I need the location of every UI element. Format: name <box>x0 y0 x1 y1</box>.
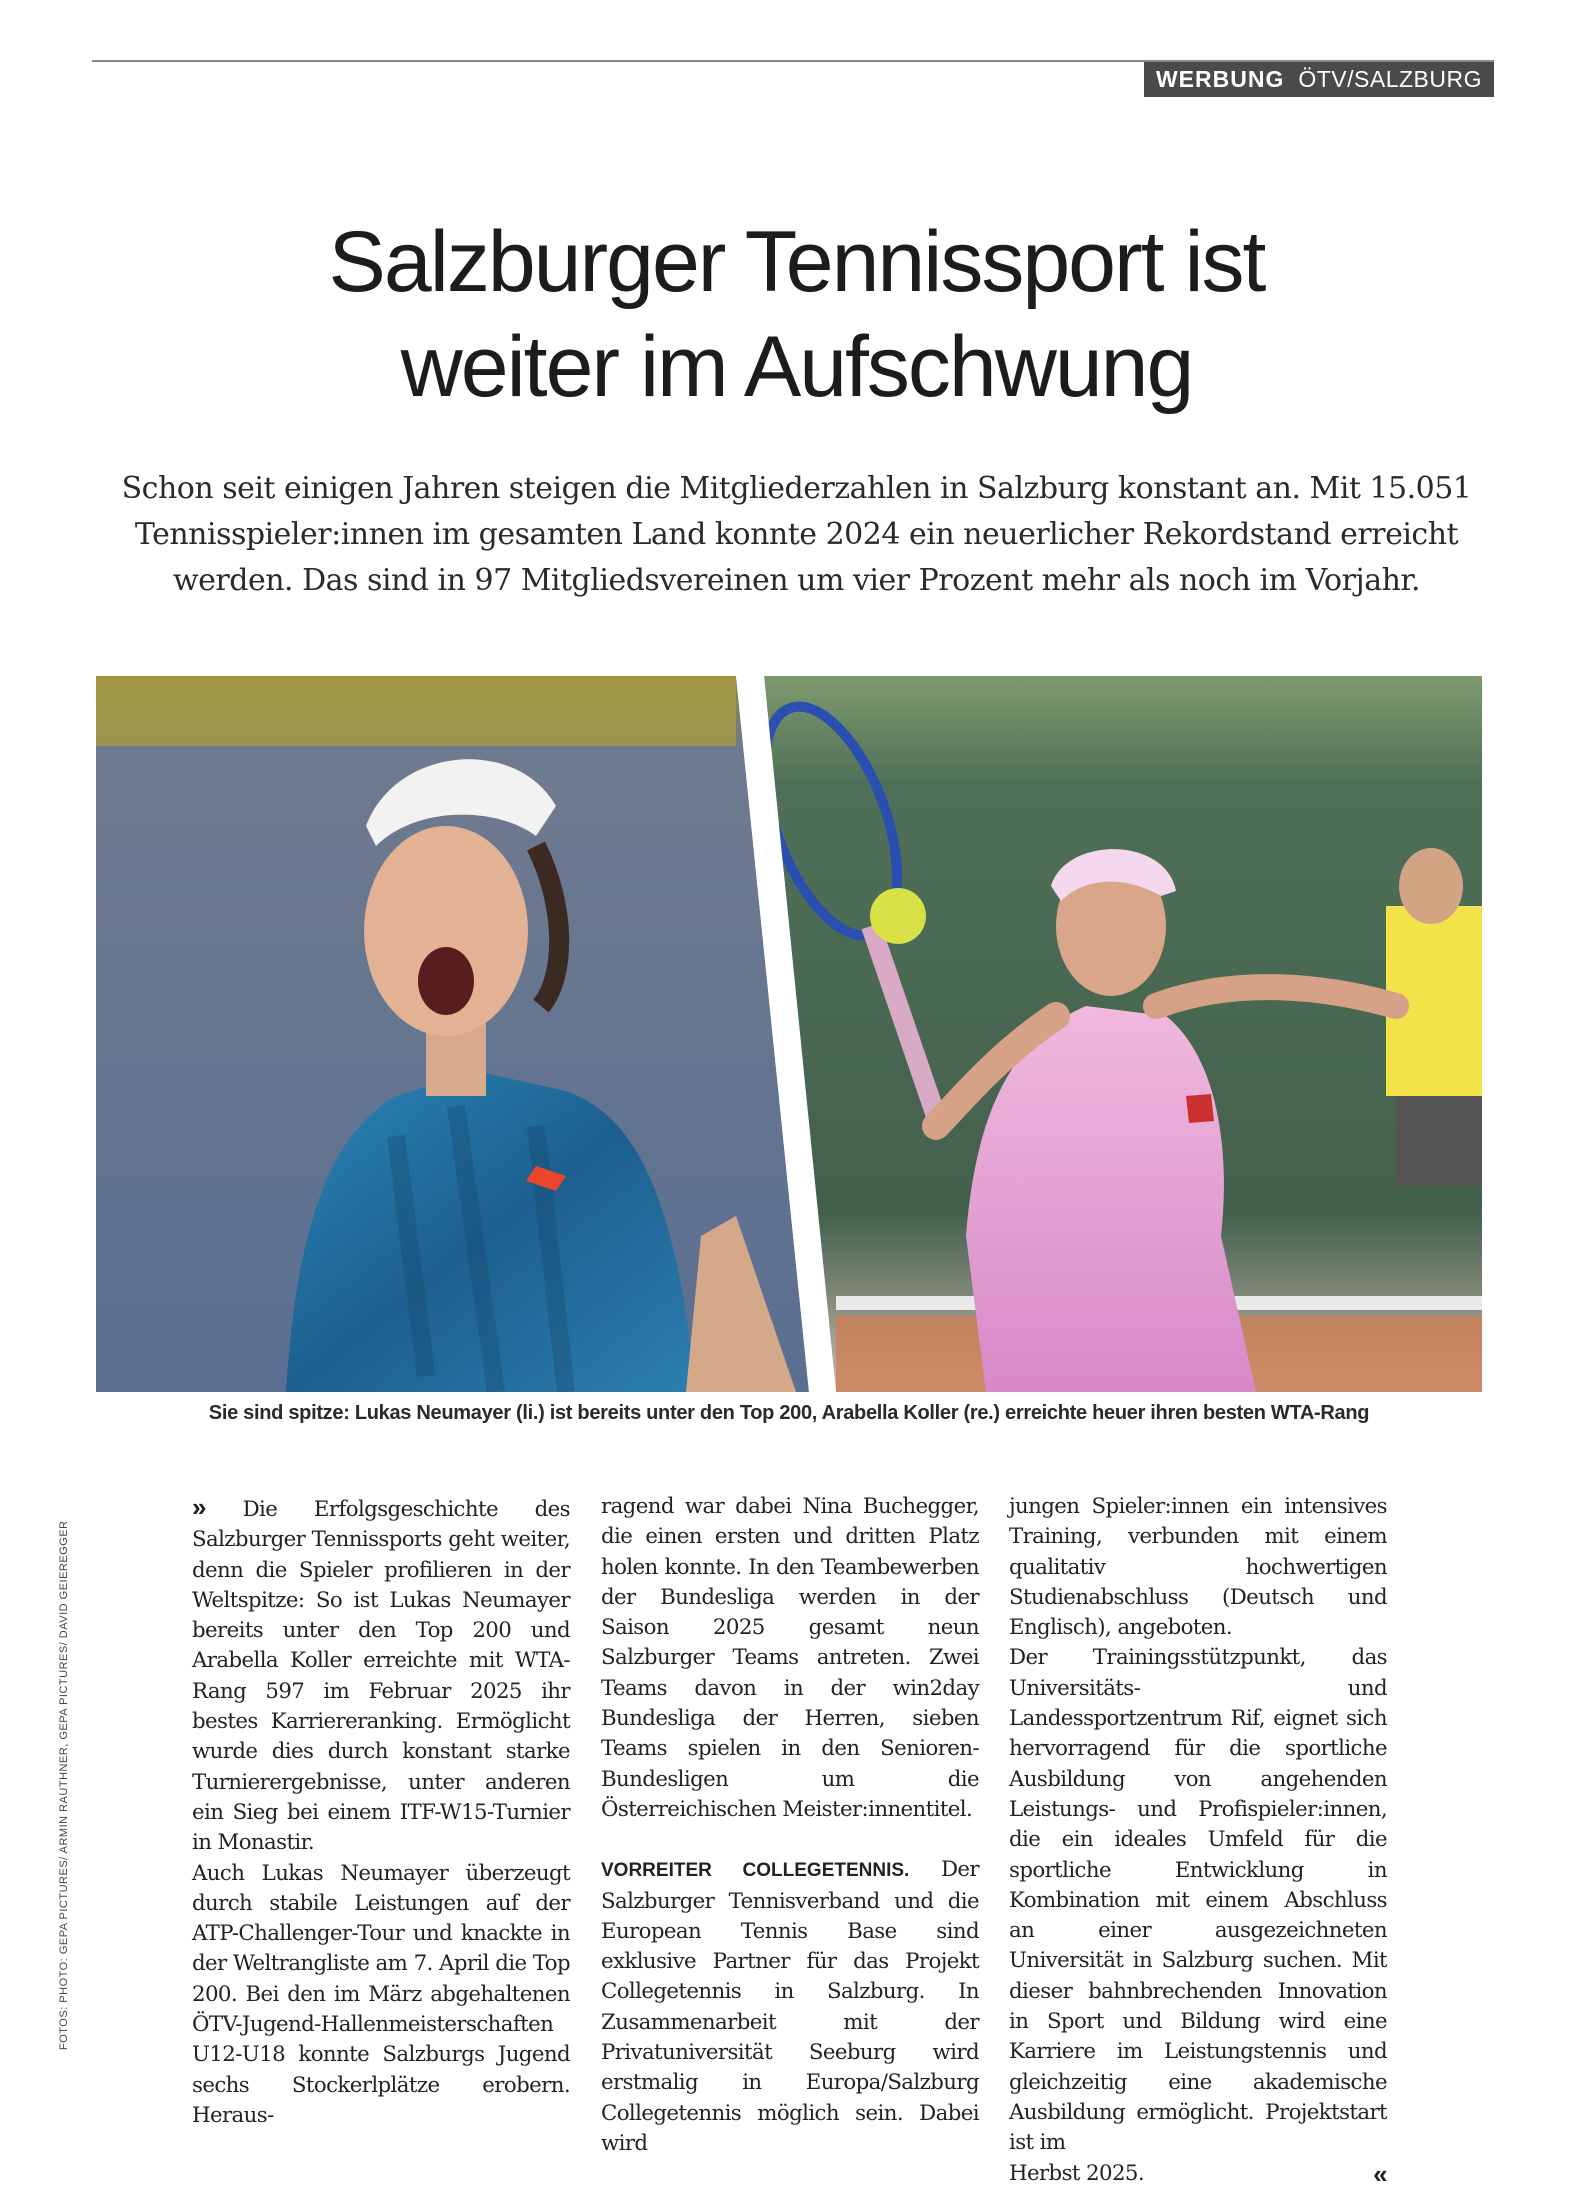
section-tag <box>1144 62 1494 97</box>
article-text-1: Die Erfolgsgeschichte des Salzburger Tennissports geht weiter, denn die Spieler profilieren in der Weltspitze: So ist Lukas Neumayer bereits unter den Top 200 und Arabella Koller erreichte mit WTA-Rang 597 im Februar 2025 ihr bestes Karriereranking. Ermöglicht wurde dies durch konstant starke Turnierergebnisse, unter anderen ein Sieg bei einem ITF-W15-Turnier in Monastir. <box>192 1497 570 1856</box>
tag-section: ÖTV/SALZBURG <box>1298 66 1482 92</box>
article-paragraph-3 <box>601 1855 979 2159</box>
article-column-3 <box>1009 1492 1387 2189</box>
article-subhead: VORREITER COLLEGETENNIS. <box>601 1860 910 1882</box>
lead-paragraph: Schon seit einigen Jahren steigen die Mitgliederzahlen in Salzburg konstant an. Mit 15.051 Tennisspieler:innen im gesamten Land konnte 2024 ein neuerlicher Rekordstand erreicht werden. Das sind in 97 Mitgliedsvereinen um vier Prozent mehr als noch im Vorjahr. <box>121 471 1472 598</box>
photo-left-player <box>96 676 809 1392</box>
photo-collage <box>96 676 1482 1392</box>
article-column-1 <box>192 1492 570 2131</box>
photo-right-player <box>738 676 1482 1392</box>
article-paragraph-2: Auch Lukas Neumayer überzeugt durch stabile Leistungen auf der ATP-Challenger-Tour und knackte in der Weltrangliste am 7. April die Top 200. Bei den im März abgehaltenen ÖTV-Jugend-Hallenmeisterschaften U12-U18 konnte Salzburgs Jugend sechs Stockerlplätze erobern. Heraus- <box>192 1860 570 2128</box>
article-column-2 <box>601 1492 979 2159</box>
photo-caption: Sie sind spitze: Lukas Neumayer (li.) ist bereits unter den Top 200, Arabella Koller (re.) erreichte heuer ihren besten WTA-Rang <box>208 1402 1370 1424</box>
article-paragraph-1 <box>192 1492 570 1859</box>
article-paragraph-2-cont: ragend war dabei Nina Buchegger, die einen ersten und dritten Platz holen konnte. In den Teambewerben der Bundesliga werden in der Saison 2025 gesamt neun Salzburger Teams antreten. Zwei Teams davon in der win2day Bundesliga der Herren, sieben Teams spielen in den Senioren-Bundesligen um die Österreichischen Meister:innentitel. <box>601 1494 979 1822</box>
article-last-line <box>1009 2159 1387 2189</box>
photo-credit: FOTOS: PHOTO: GEPA PICTURES/ ARMIN RAUTHNER, GEPA PICTURES/ DAVID GEIEREGGER <box>58 1520 70 2050</box>
quote-open-mark: » <box>192 1492 206 1522</box>
headline-line-1: Salzburger Tennissport ist <box>328 214 1265 310</box>
headline-line-2: weiter im Aufschwung <box>400 319 1193 415</box>
article-paragraph-4: Der Trainingsstützpunkt, das Universitäts- und Landessportzentrum Rif, eignet sich hervorragend für die sportliche Ausbildung von angehenden Leistungs- und Profispieler:innen, die ein ideales Umfeld für die sportliche Entwicklung in Kombination mit einem Abschluss an einer ausgezeichneten Universität in Salzburg suchen. Mit dieser bahnbrechenden Innovation in Sport und Bildung wird eine Karriere im Leistungstennis und gleichzeitig eine akademische Ausbildung ermöglicht. Projektstart ist im <box>1009 1645 1387 2156</box>
article-paragraph-3-cont: jungen Spieler:innen ein intensives Training, verbunden mit einem qualitativ hochwertigen Studienabschluss (Deutsch und Englisch), angeboten. <box>1009 1494 1387 1641</box>
article-text-3: Der Salzburger Tennisverband und die European Tennis Base sind exklusive Partner für das Projekt Collegetennis in Salzburg. In Zusammenarbeit mit der Privatuniversität Seeburg wird erstmalig in Europa/Salzburg Collegetennis möglich sein. Dabei wird <box>601 1857 979 2156</box>
article-end-text: Herbst 2025. <box>1009 2160 1145 2186</box>
headline <box>100 210 1493 420</box>
quote-close-mark: « <box>1373 2158 1387 2189</box>
tag-advertising: WERBUNG <box>1155 66 1285 92</box>
